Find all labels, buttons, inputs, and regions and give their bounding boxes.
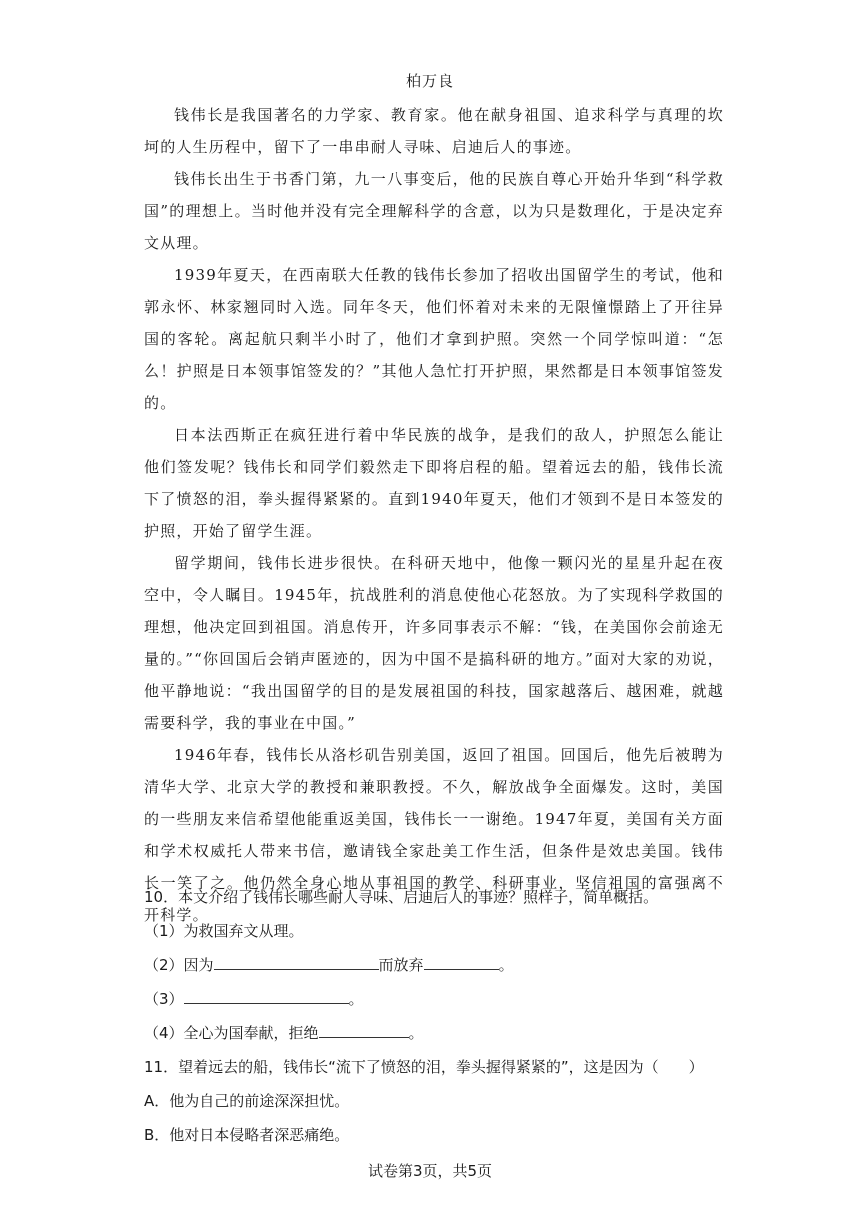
q11-option-a[interactable]: A．他为自己的前途深深担忧。 [144,1092,350,1110]
answer-blank[interactable] [424,951,499,970]
q10-item-4-text: （4）全心为国奉献，拒绝 [144,1024,319,1042]
punctuation: 。 [348,990,364,1008]
question-10-stem: 10．本文介绍了钱伟长哪些耐人寻味、启迪后人的事迹？照样子，简单概括。 [144,888,659,906]
paragraph: 留学期间，钱伟长进步很快。在科研天地中，他像一颗闪光的星星升起在夜空中，令人瞩目。1945年，抗战胜利的消息使他心花怒放。为了实现科学救国的理想，他决定回到祖国。消息传开，许多同事表示不解：“钱，在美国你会前途无量的。”“你回国后会销声匿迹的，因为中国不是搞科研的地方。”面对大家的劝说，他平静地说：“我出国留学的目的是发展祖国的科技，国家越落后、越困难，就越需要科学，我的事业在中国。” [144,554,724,732]
punctuation: 。 [408,1024,424,1042]
q10-item-1: （1）为救国弃文从理。 [144,922,304,940]
q10-item-2 [144,948,724,982]
q10-item-3 [144,982,724,1016]
passage-body [144,99,724,931]
q11-option-b[interactable]: B．他对日本侵略者深恶痛绝。 [144,1126,350,1144]
questions-section [144,880,724,1152]
punctuation: 。 [498,956,514,974]
paragraph: 日本法西斯正在疯狂进行着中华民族的战争，是我们的敌人，护照怎么能让他们签发呢？钱伟长和同学们毅然走下即将启程的船。望着远去的船，钱伟长流下了愤怒的泪，拳头握得紧紧的。直到1940年夏天，他们才领到不是日本签发的护照，开始了留学生涯。 [144,426,724,540]
question-11-stem: 11．望着远去的船，钱伟长“流下了愤怒的泪，拳头握得紧紧的”，这是因为（ ） [144,1058,704,1076]
answer-blank[interactable] [319,1019,409,1038]
q10-item-2-text-b: 而放弃 [378,956,424,974]
paragraph: 1946年春，钱伟长从洛杉矶告别美国，返回了祖国。回国后，他先后被聘为清华大学、北京大学的教授和兼职教授。不久，解放战争全面爆发。这时，美国的一些朋友来信希望他能重返美国，钱伟长一一谢绝。1947年夏，美国有关方面和学术权威托人带来书信，邀请钱全家赴美工作生活，但条件是效忠美国。钱伟长一笑了之。他仍然全身心地从事祖国的教学、科研事业，坚信祖国的富强离不开科学。 [144,746,724,924]
answer-blank[interactable] [214,951,379,970]
paragraph: 钱伟长是我国著名的力学家、教育家。他在献身祖国、追求科学与真理的坎坷的人生历程中，留下了一串串耐人寻味、启迪后人的事迹。 [144,106,724,156]
q10-item-2-text-a: （2）因为 [144,956,214,974]
answer-blank[interactable] [184,985,349,1004]
paragraph: 钱伟长出生于书香门第，九一八事变后，他的民族自尊心开始升华到“科学救国”的理想上。当时他并没有完全理解科学的含意，以为只是数理化，于是决定弃文从理。 [144,170,724,252]
q10-item-3-text: （3） [144,990,184,1008]
page-footer: 试卷第3页，共5页 [367,1162,493,1180]
paragraph: 1939年夏天，在西南联大任教的钱伟长参加了招收出国留学生的考试，他和郭永怀、林家翘同时入选。同年冬天，他们怀着对未来的无限憧憬踏上了开往异国的客轮。离起航只剩半小时了，他们才拿到护照。突然一个同学惊叫道：“怎么！护照是日本领事馆签发的？”其他人急忙打开护照，果然都是日本领事馆签发的。 [144,266,724,412]
passage-author: 柏万良 [405,72,454,90]
q10-item-4 [144,1016,724,1050]
